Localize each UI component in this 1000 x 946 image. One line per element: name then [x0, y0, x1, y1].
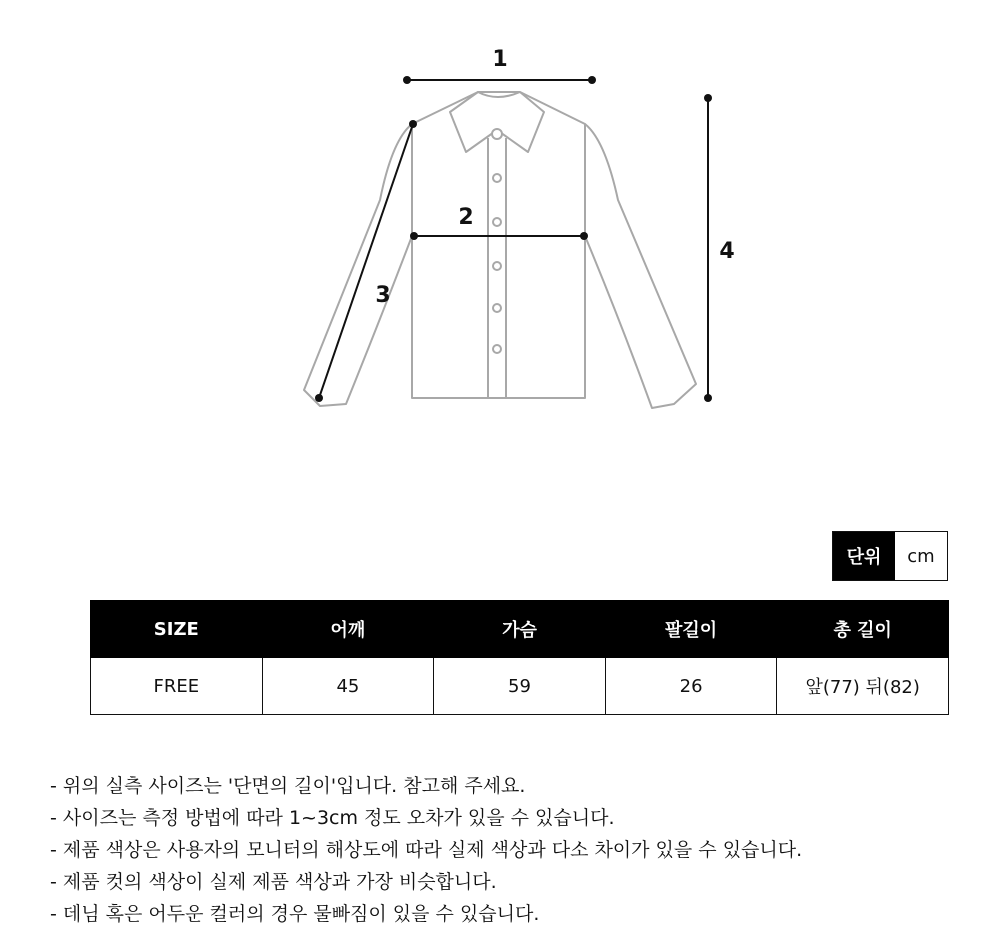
measure-line-shoulder — [403, 47, 596, 84]
cell-shoulder: 45 — [262, 658, 434, 715]
note-item: - 제품 컷의 색상이 실제 제품 색상과 가장 비슷합니다. — [50, 871, 497, 893]
note-item: - 사이즈는 측정 방법에 따라 1~3cm 정도 오차가 있을 수 있습니다. — [50, 807, 615, 829]
note-item: - 제품 색상은 사용자의 모니터의 해상도에 따라 실제 색상과 다소 차이가 있을 수 있습니다. — [50, 839, 803, 861]
measure-line-length — [704, 94, 735, 402]
unit-indicator — [832, 531, 948, 581]
cell-sleeve-length: 26 — [605, 658, 777, 715]
measure-label-3: 3 — [375, 283, 391, 308]
shirt-outline — [304, 92, 696, 408]
size-table-header-row — [91, 601, 949, 658]
notes-list — [50, 770, 802, 930]
measure-label-2: 2 — [458, 205, 474, 230]
header-shoulder: 어깨 — [262, 601, 434, 658]
unit-label: 단위 — [833, 532, 895, 580]
header-size: SIZE — [91, 601, 263, 658]
cell-total-length: 앞(77) 뒤(82) — [777, 658, 949, 715]
note-item: - 데님 혹은 어두운 컬러의 경우 물빠짐이 있을 수 있습니다. — [50, 903, 540, 925]
size-table — [90, 600, 949, 715]
header-sleeve-length: 팔길이 — [605, 601, 777, 658]
cell-size: FREE — [91, 658, 263, 715]
measure-label-4: 4 — [719, 239, 735, 264]
shirt-buttons — [492, 129, 502, 353]
header-total-length: 총 길이 — [777, 601, 949, 658]
table-row — [91, 658, 949, 715]
measure-label-1: 1 — [492, 47, 508, 72]
cell-chest: 59 — [434, 658, 606, 715]
note-item: - 위의 실측 사이즈는 '단면의 길이'입니다. 참고해 주세요. — [50, 775, 526, 797]
header-chest: 가슴 — [434, 601, 606, 658]
shirt-measurement-diagram — [0, 0, 1000, 470]
unit-value: cm — [907, 545, 935, 567]
